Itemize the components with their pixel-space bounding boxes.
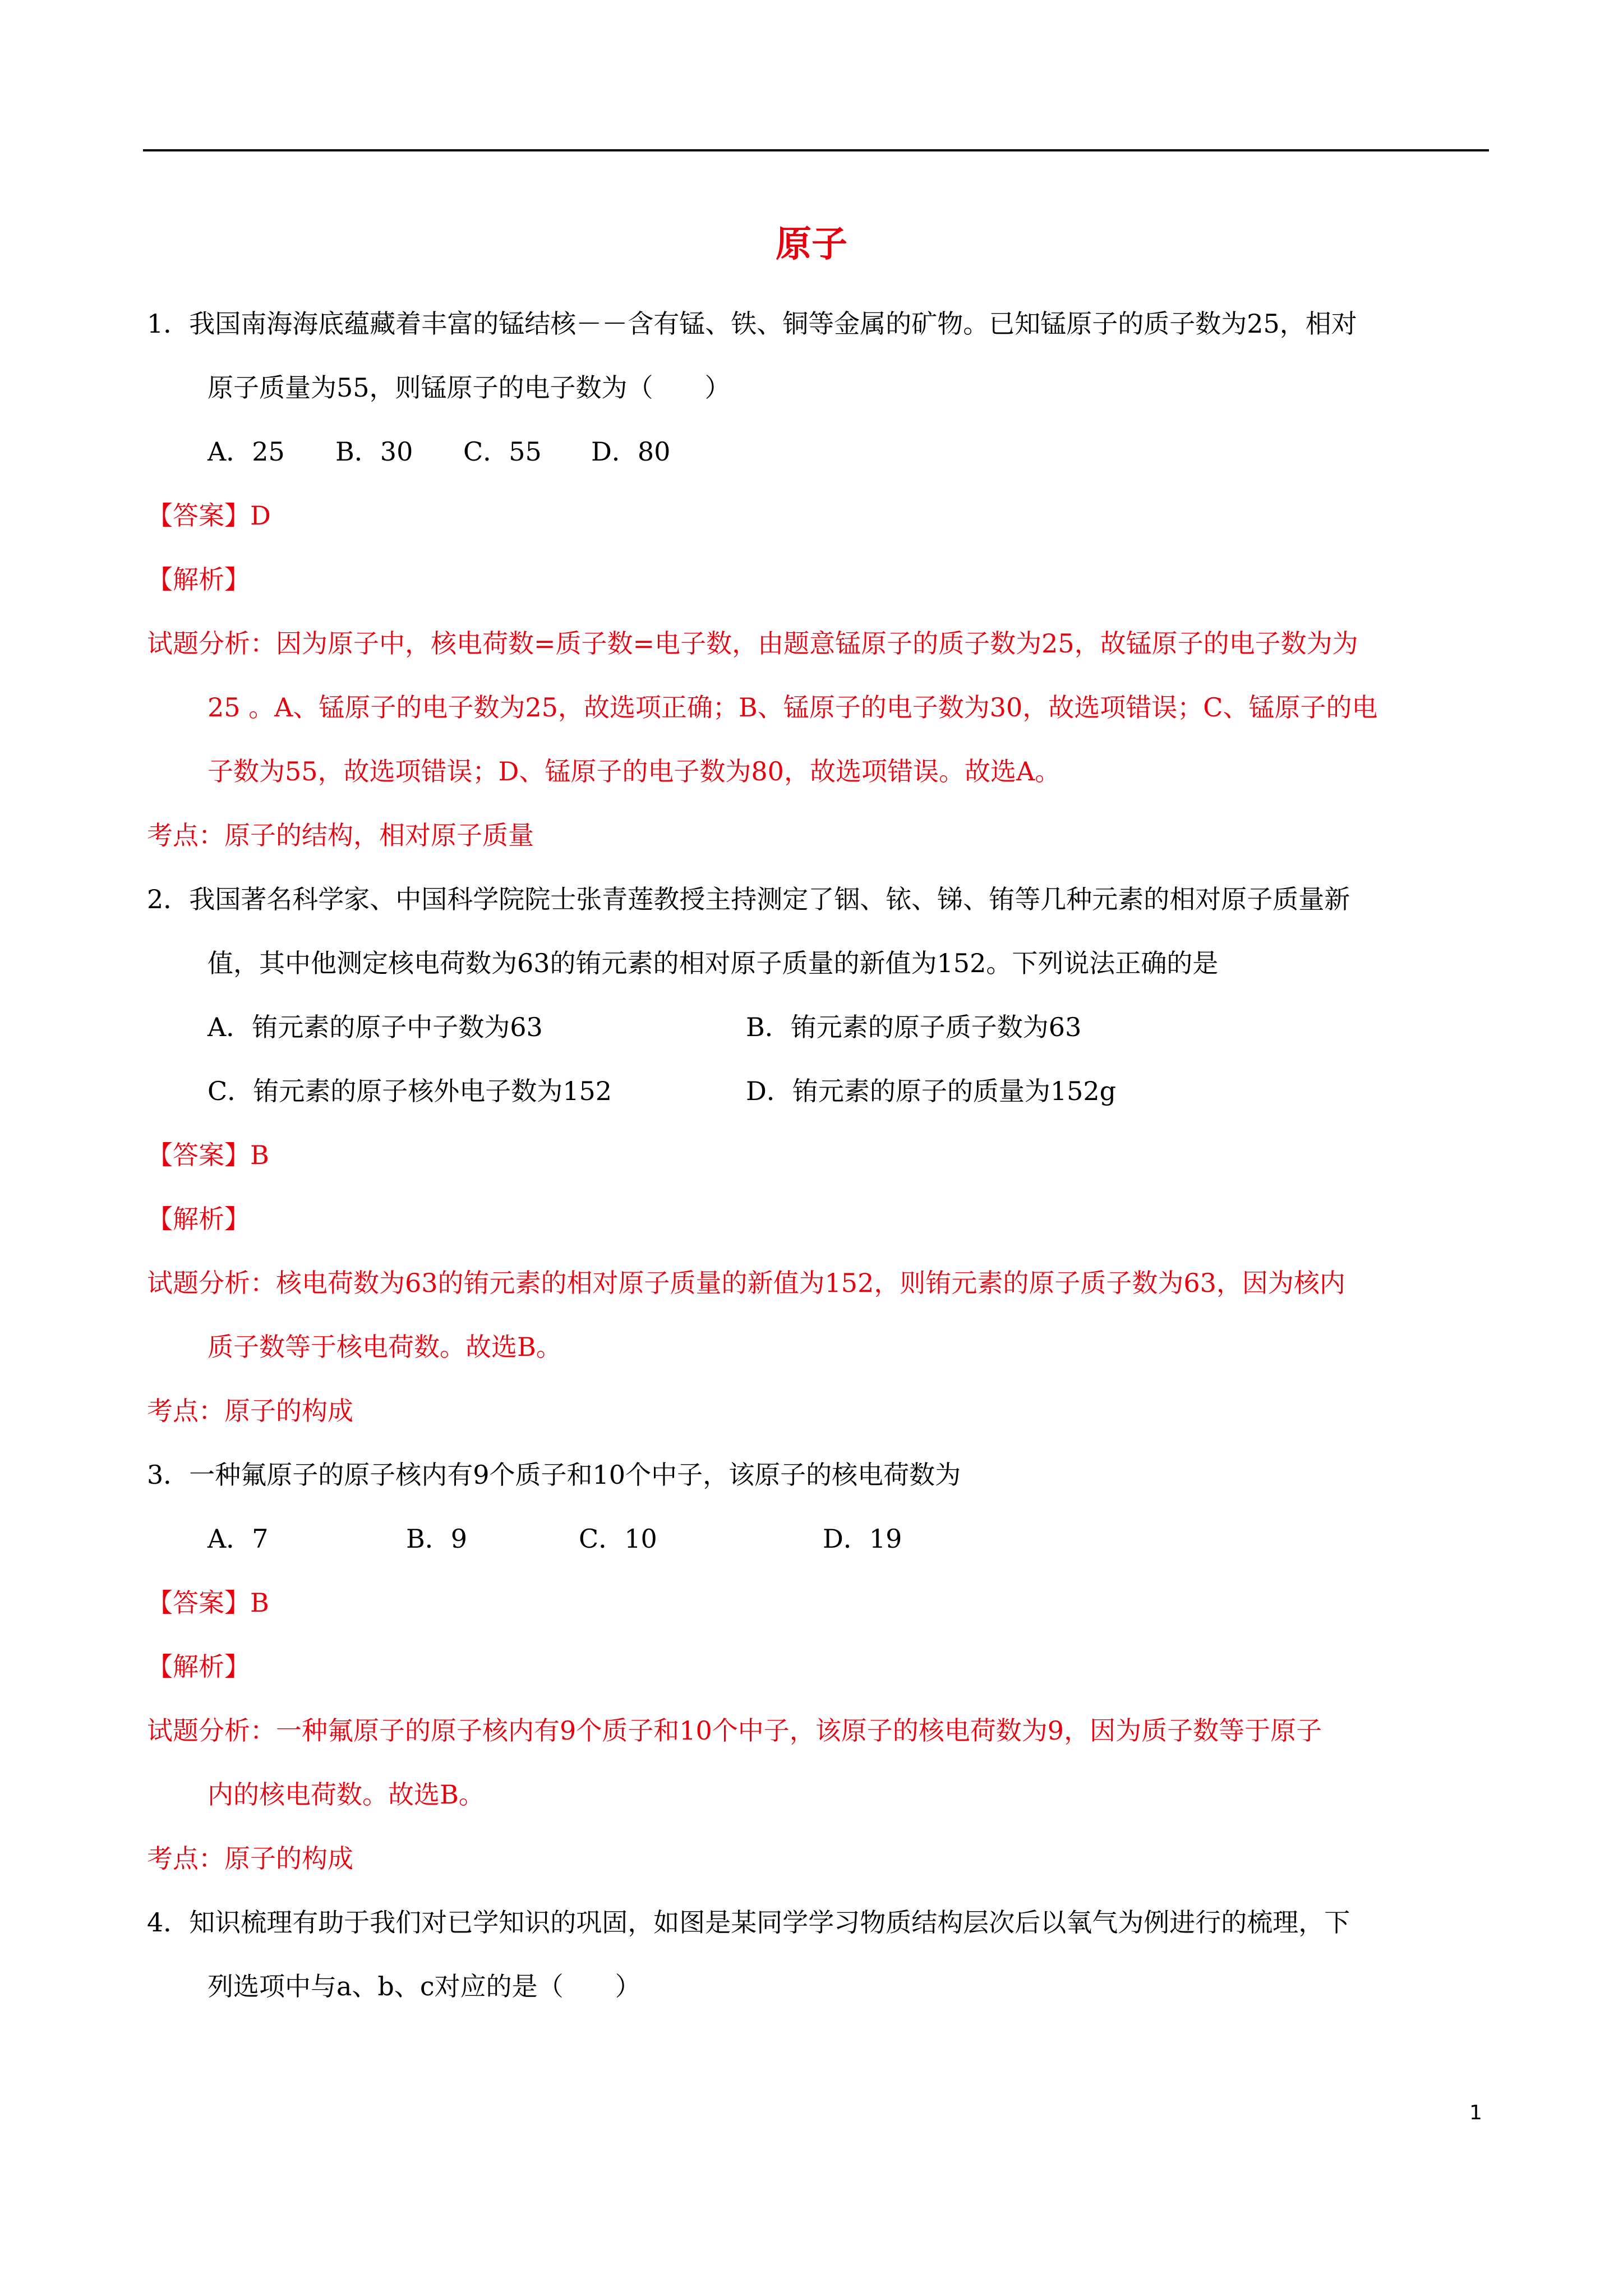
question-3-analysis-label: 【解析】 bbox=[147, 1651, 250, 1682]
question-3-analysis-line-2: 内的核电荷数。故选B。 bbox=[208, 1779, 485, 1810]
question-1-stem-line-2: 原子质量为55，则锰原子的电子数为（ ） bbox=[208, 372, 731, 403]
question-3-option-a: A．7 bbox=[208, 1524, 269, 1554]
question-1-option-c: C．55 bbox=[463, 436, 542, 467]
question-1-analysis-line-1: 试题分析：因为原子中，核电荷数=质子数=电子数，由题意锰原子的质子数为25，故锰原子的电子数为为 bbox=[147, 628, 1358, 659]
question-1-analysis-line-3: 子数为55，故选项错误；D、锰原子的电子数为80，故选项错误。故选A。 bbox=[208, 756, 1061, 786]
question-2-analysis-line-1: 试题分析：核电荷数为63的铕元素的相对原子质量的新值为152，则铕元素的原子质子数为63，因为核内 bbox=[147, 1268, 1345, 1298]
page-number: 1 bbox=[1469, 2101, 1482, 2124]
question-1-options bbox=[147, 420, 1493, 484]
question-2-option-d: D．铕元素的原子的质量为152g bbox=[746, 1076, 1117, 1106]
question-3-analysis-line-1: 试题分析：一种氟原子的原子核内有9个质子和10个中子，该原子的核电荷数为9，因为质子数等于原子 bbox=[147, 1715, 1322, 1746]
question-1-topic: 考点：原子的结构，相对原子质量 bbox=[147, 820, 534, 850]
question-3-stem-line-1: 3．一种氟原子的原子核内有9个质子和10个中子，该原子的核电荷数为 bbox=[147, 1460, 961, 1490]
question-1-analysis-line-2: 25 。A、锰原子的电子数为25，故选项正确；B、锰原子的电子数为30，故选项错误；C、锰原子的电 bbox=[208, 692, 1378, 723]
header-rule bbox=[143, 149, 1489, 151]
question-3-option-c: C．10 bbox=[579, 1524, 657, 1554]
question-1-answer: 【答案】D bbox=[147, 500, 271, 531]
question-1-stem-line-1: 1．我国南海海底蕴藏着丰富的锰结核－－含有锰、铁、铜等金属的矿物。已知锰原子的质子数为25，相对 bbox=[147, 309, 1357, 339]
question-2-stem-line-1: 2．我国著名科学家、中国科学院院士张青莲教授主持测定了铟、铱、锑、铕等几种元素的相对原子质量新 bbox=[147, 884, 1350, 914]
question-3-answer: 【答案】B bbox=[147, 1588, 269, 1618]
question-2-options-row-2 bbox=[147, 1059, 1493, 1123]
question-2-analysis-line-2: 质子数等于核电荷数。故选B。 bbox=[208, 1332, 562, 1362]
question-2-analysis-label: 【解析】 bbox=[147, 1204, 250, 1234]
question-3-option-b: B．9 bbox=[406, 1524, 468, 1554]
question-1-option-b: B．30 bbox=[335, 436, 413, 467]
question-2-option-a: A．铕元素的原子中子数为63 bbox=[208, 1012, 543, 1042]
question-2-options-row-1 bbox=[147, 995, 1493, 1059]
question-1-option-a: A．25 bbox=[208, 436, 285, 467]
question-2-stem-line-2: 值，其中他测定核电荷数为63的铕元素的相对原子质量的新值为152。下列说法正确的是 bbox=[208, 948, 1219, 978]
question-3-topic: 考点：原子的构成 bbox=[147, 1843, 353, 1874]
page-title: 原子 bbox=[776, 224, 847, 265]
question-4-stem-line-1: 4．知识梳理有助于我们对已学知识的巩固，如图是某同学学习物质结构层次后以氧气为例进行的梳理，下 bbox=[147, 1907, 1350, 1938]
question-2-topic: 考点：原子的构成 bbox=[147, 1396, 353, 1426]
question-4-stem-line-2: 列选项中与a、b、c对应的是（ ） bbox=[208, 1971, 641, 2001]
question-2-option-c: C．铕元素的原子核外电子数为152 bbox=[208, 1076, 612, 1106]
question-2-option-b: B．铕元素的原子质子数为63 bbox=[746, 1012, 1082, 1042]
question-list bbox=[147, 292, 1493, 2018]
question-3-option-d: D．19 bbox=[823, 1524, 902, 1554]
question-1-analysis-label: 【解析】 bbox=[147, 564, 250, 595]
question-1-option-d: D．80 bbox=[591, 436, 671, 467]
question-2-answer: 【答案】B bbox=[147, 1140, 269, 1170]
question-3-options bbox=[147, 1507, 1493, 1571]
